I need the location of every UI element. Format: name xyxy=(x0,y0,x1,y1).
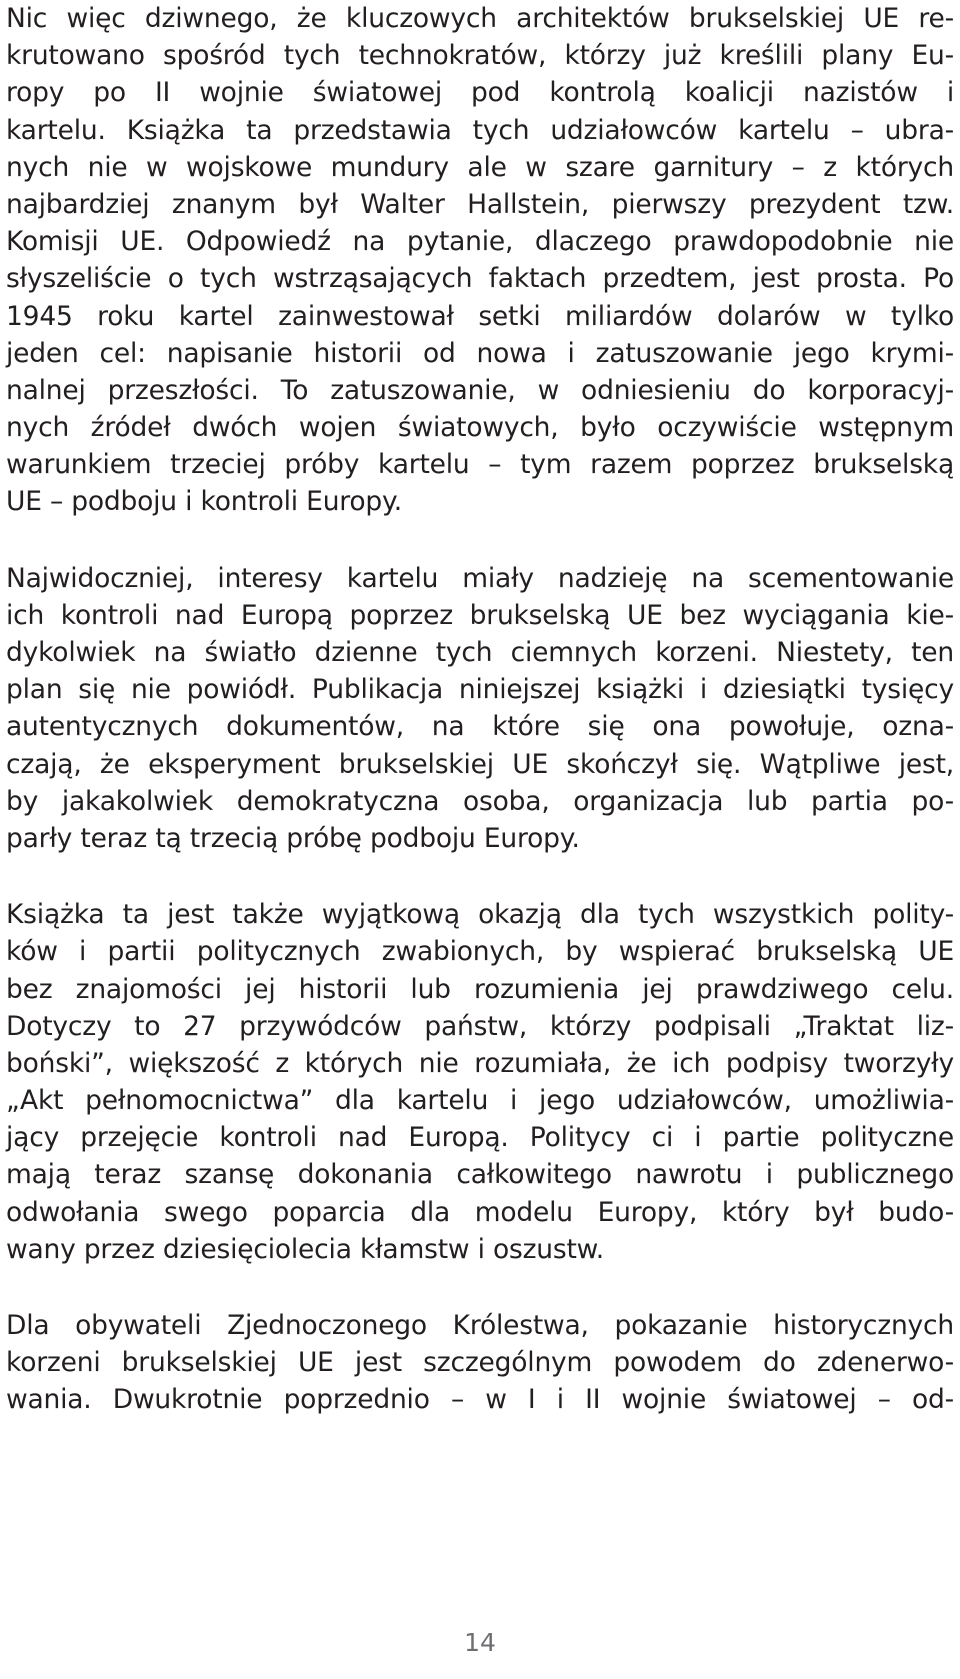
paragraph-4 xyxy=(6,1307,954,1419)
text-line: słyszeliście o tych wstrząsających faktach przedtem, jest prosta. Po xyxy=(6,263,954,295)
text-line: Dotyczy to 27 przywódców państw, którzy podpisali „Traktat liz- xyxy=(6,1010,954,1042)
paragraph-gap xyxy=(6,857,954,896)
text-line: ropy po II wojnie światowej pod kontrolą koalicji nazistów i xyxy=(6,77,954,109)
text-line: czają, że eksperyment brukselskiej UE skończył się. Wątpliwe jest, xyxy=(6,748,954,780)
text-line: jący przejęcie kontroli nad Europą. Politycy ci i partie polityczne xyxy=(6,1122,954,1154)
paragraph-gap xyxy=(6,1268,954,1307)
text-line: krutowano spośród tych technokratów, którzy już kreślili plany Eu- xyxy=(6,40,954,72)
text-line: „Akt pełnomocnictwa” dla kartelu i jego udziałowców, umożliwia- xyxy=(6,1085,954,1117)
text-line: UE – podboju i kontroli Europy. xyxy=(6,486,402,518)
text-line: autentycznych dokumentów, na które się ona powołuje, ozna- xyxy=(6,711,954,743)
text-line: jeden cel: napisanie historii od nowa i zatuszowanie jego krymi- xyxy=(6,337,954,369)
text-line: nych nie w wojskowe mundury ale w szare garnitury – z których xyxy=(6,151,954,183)
text-line: ich kontroli nad Europą poprzez brukselską UE bez wyciągania kie- xyxy=(6,599,954,631)
text-line: Najwidoczniej, interesy kartelu miały nadzieję na scementowanie xyxy=(6,562,954,594)
text-line: nych źródeł dwóch wojen światowych, było oczywiście wstępnym xyxy=(6,412,954,444)
text-line: dykolwiek na światło dzienne tych ciemnych korzeni. Niestety, ten xyxy=(6,637,954,668)
paragraph-gap xyxy=(6,521,954,560)
text-line: Komisji UE. Odpowiedź na pytanie, dlaczego prawdopodobnie nie xyxy=(6,226,954,258)
text-line: Dla obywateli Zjednoczonego Królestwa, pokazanie historycznych xyxy=(6,1310,954,1341)
text-line: odwołania swego poparcia dla modelu Europy, który był budo- xyxy=(6,1196,954,1228)
page-number: 14 xyxy=(464,1628,496,1657)
paragraph-1 xyxy=(6,0,954,521)
text-line: bez znajomości jej historii lub rozumienia jej prawdziwego celu. xyxy=(6,973,954,1005)
text-line: wany przez dziesięciolecia kłamstw i oszustw. xyxy=(6,1233,604,1265)
text-line: nalnej przeszłości. To zatuszowanie, w odniesieniu do korporacyj- xyxy=(6,374,954,406)
text-line: Książka ta jest także wyjątkową okazją dla tych wszystkich polity- xyxy=(6,899,954,931)
text-line: ków i partii politycznych zwabionych, by wspierać brukselską UE xyxy=(6,936,954,968)
text-line: by jakakolwiek demokratyczna osoba, organizacja lub partia po- xyxy=(6,785,954,817)
text-line: plan się nie powiódł. Publikacja niniejszej książki i dziesiątki tysięcy xyxy=(6,674,954,706)
text-line: kartelu. Książka ta przedstawia tych udziałowców kartelu – ubra- xyxy=(6,114,954,146)
page-body xyxy=(6,0,954,1419)
text-line: korzeni brukselskiej UE jest szczególnym powodem do zdenerwo- xyxy=(6,1347,954,1379)
text-line: mają teraz szansę dokonania całkowitego nawrotu i publicznego xyxy=(6,1159,954,1191)
text-line: boński”, większość z których nie rozumiała, że ich podpisy tworzyły xyxy=(6,1047,954,1079)
paragraph-2 xyxy=(6,560,954,858)
text-line: warunkiem trzeciej próby kartelu – tym razem poprzez brukselską xyxy=(6,449,954,481)
text-line: najbardziej znanym był Walter Hallstein, pierwszy prezydent tzw. xyxy=(6,188,954,220)
paragraph-3 xyxy=(6,896,954,1268)
text-line: wania. Dwukrotnie poprzednio – w I i II wojnie światowej – od- xyxy=(6,1384,954,1416)
text-line: parły teraz tą trzecią próbę podboju Europy. xyxy=(6,822,580,854)
text-line: 1945 roku kartel zainwestował setki miliardów dolarów w tylko xyxy=(6,300,954,332)
text-line: Nic więc dziwnego, że kluczowych architektów brukselskiej UE re- xyxy=(6,3,954,34)
